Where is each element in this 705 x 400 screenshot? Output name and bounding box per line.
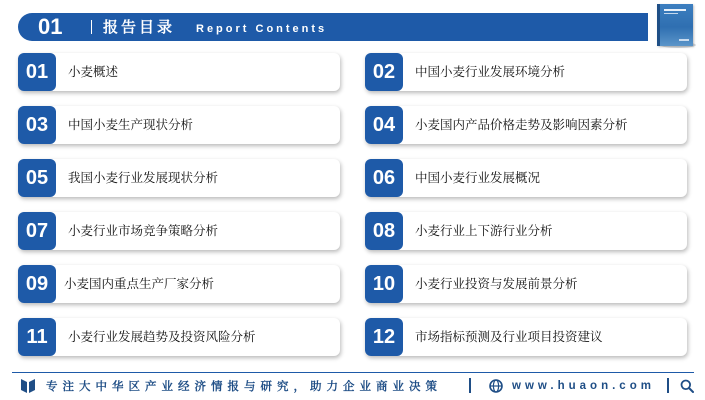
toc-item-number: 05 xyxy=(18,159,56,197)
toc-item-number: 06 xyxy=(365,159,403,197)
page-title: 报告目录 xyxy=(103,18,176,36)
toc-item-number: 12 xyxy=(365,318,403,356)
book-cover-icon xyxy=(655,2,695,48)
toc-item-number: 11 xyxy=(18,318,56,356)
toc-item-number: 08 xyxy=(365,212,403,250)
toc-item-label: 小麦行业上下游行业分析 xyxy=(415,223,553,238)
toc-item-number: 10 xyxy=(365,265,403,303)
toc-item[interactable] xyxy=(365,265,687,303)
footer-divider xyxy=(12,372,694,373)
toc-item-number: 03 xyxy=(18,106,56,144)
section-header xyxy=(18,13,648,41)
toc-item-label: 小麦行业市场竞争策略分析 xyxy=(68,223,219,238)
toc-item[interactable] xyxy=(18,159,340,197)
toc-item[interactable] xyxy=(365,159,687,197)
footer-slogan: 专注大中华区产业经济情报与研究，助力企业商业决策 xyxy=(46,379,442,393)
toc-item-number: 02 xyxy=(365,53,403,91)
search-icon[interactable] xyxy=(680,379,694,393)
toc-item[interactable] xyxy=(18,318,340,356)
toc-item[interactable] xyxy=(365,318,687,356)
header-divider xyxy=(91,20,92,34)
toc-item-label: 小麦行业投资与发展前景分析 xyxy=(415,276,578,291)
toc-item-number: 09 xyxy=(18,265,56,303)
website-link[interactable]: www.huaon.com xyxy=(512,380,655,392)
footer-separator xyxy=(667,378,669,393)
toc-item[interactable] xyxy=(18,53,340,91)
brand-logo-icon xyxy=(20,378,36,394)
toc-item[interactable] xyxy=(365,106,687,144)
toc-item-label: 小麦行业发展趋势及投资风险分析 xyxy=(68,329,256,344)
toc-item-label: 小麦国内产品价格走势及影响因素分析 xyxy=(415,117,628,132)
section-number: 01 xyxy=(38,14,63,39)
footer xyxy=(0,370,705,400)
toc-item[interactable] xyxy=(18,212,340,250)
toc-item-number: 01 xyxy=(18,53,56,91)
toc-item-label: 中国小麦生产现状分析 xyxy=(68,117,194,132)
toc-item-label: 中国小麦行业发展概况 xyxy=(415,170,541,185)
toc-item[interactable] xyxy=(18,265,340,303)
toc-item-label: 我国小麦行业发展现状分析 xyxy=(68,170,219,185)
toc-item-label: 中国小麦行业发展环境分析 xyxy=(415,64,566,79)
footer-separator xyxy=(469,378,471,393)
toc-item-label: 小麦国内重点生产厂家分析 xyxy=(64,276,215,291)
toc-item[interactable] xyxy=(365,53,687,91)
toc-item[interactable] xyxy=(18,106,340,144)
page-subtitle: Report Contents xyxy=(196,23,328,35)
toc-item-label: 市场指标预测及行业项目投资建议 xyxy=(415,329,603,344)
toc-item-number: 04 xyxy=(365,106,403,144)
globe-icon xyxy=(489,379,503,393)
toc-item-number: 07 xyxy=(18,212,56,250)
toc-item[interactable] xyxy=(365,212,687,250)
toc-item-label: 小麦概述 xyxy=(68,64,119,79)
